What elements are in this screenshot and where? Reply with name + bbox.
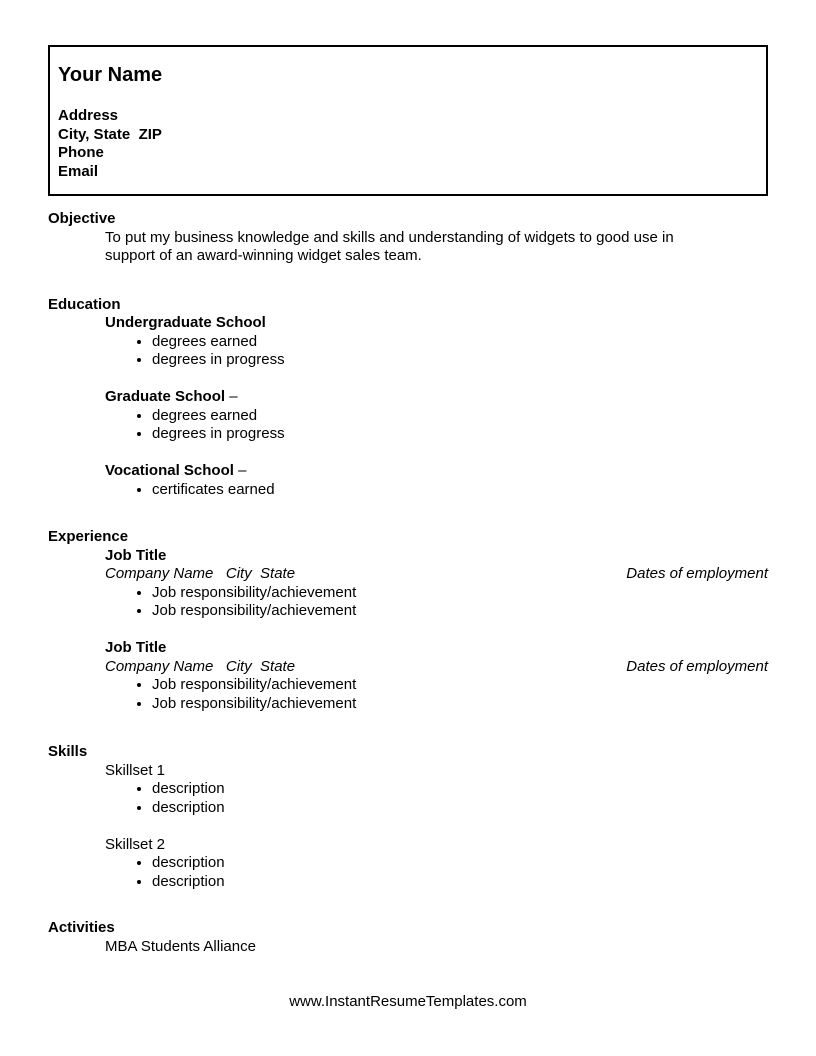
job-bullet-list — [105, 584, 768, 621]
experience-heading: Experience — [48, 528, 129, 545]
section-activities — [48, 919, 768, 956]
skills-heading: Skills — [48, 743, 88, 760]
list-item: • Job responsibility/achievement — [152, 602, 768, 621]
section-objective — [48, 210, 768, 266]
job-bullet-list — [105, 676, 768, 713]
company-name: Company Name City State — [105, 657, 296, 675]
list-item: • description — [152, 873, 768, 892]
list-item: • degrees in progress — [152, 425, 768, 444]
contact-header-box — [48, 45, 768, 196]
school-bullet-list — [105, 333, 768, 370]
section-skills — [48, 743, 768, 891]
city-state-zip-line: City, State ZIP — [58, 125, 162, 143]
person-name: Your Name — [58, 64, 163, 86]
skillset-bullet-list — [105, 780, 768, 817]
school-suffix: – — [225, 388, 238, 405]
school-suffix: – — [233, 462, 247, 479]
list-item: • description — [152, 780, 768, 799]
job-title: Job Title — [105, 546, 167, 564]
list-item: • certificates earned — [152, 481, 768, 500]
activity-item: MBA Students Alliance — [105, 937, 256, 955]
job-entry — [48, 547, 768, 621]
section-experience — [48, 528, 768, 713]
list-item: • description — [152, 799, 768, 818]
list-item: • Job responsibility/achievement — [152, 695, 768, 714]
education-school — [48, 462, 768, 499]
list-item: • Job responsibility/achievement — [152, 584, 768, 603]
skillset — [48, 836, 768, 892]
skillset-name: Skillset 1 — [105, 761, 166, 779]
employment-dates: Dates of employment — [626, 565, 768, 582]
email-line: Email — [58, 162, 99, 180]
skillset — [48, 762, 768, 818]
skillset-name: Skillset 2 — [105, 835, 166, 853]
footer-url: www.InstantResumeTemplates.com — [289, 993, 527, 1010]
education-school — [48, 314, 768, 370]
school-name: Undergraduate School — [105, 314, 266, 331]
phone-line: Phone — [58, 144, 104, 161]
address-line: Address — [58, 107, 119, 124]
list-item: • degrees earned — [152, 333, 768, 352]
employment-dates: Dates of employment — [626, 657, 768, 675]
objective-heading: Objective — [48, 210, 116, 227]
section-education — [48, 296, 768, 500]
list-item: • description — [152, 854, 768, 873]
education-heading: Education — [48, 295, 121, 313]
company-row — [105, 658, 768, 677]
job-title: Job Title — [105, 639, 167, 656]
company-name: Company Name City State — [105, 565, 296, 582]
list-item: • degrees in progress — [152, 351, 768, 370]
school-bullet-list — [105, 407, 768, 444]
school-bullet-list — [105, 481, 768, 500]
school-name: Vocational School – — [105, 462, 247, 479]
company-row — [105, 565, 768, 584]
activities-heading: Activities — [48, 919, 115, 936]
school-name: Graduate School – — [105, 388, 238, 405]
resume-content — [48, 45, 768, 1012]
education-school — [48, 388, 768, 444]
objective-text: To put my business knowledge and skills and understanding of widgets to good use in support of an award-winning widget sales team. — [105, 228, 674, 264]
skillset-bullet-list — [105, 854, 768, 891]
job-entry — [48, 639, 768, 713]
list-item: • Job responsibility/achievement — [152, 676, 768, 695]
list-item: • degrees earned — [152, 407, 768, 426]
